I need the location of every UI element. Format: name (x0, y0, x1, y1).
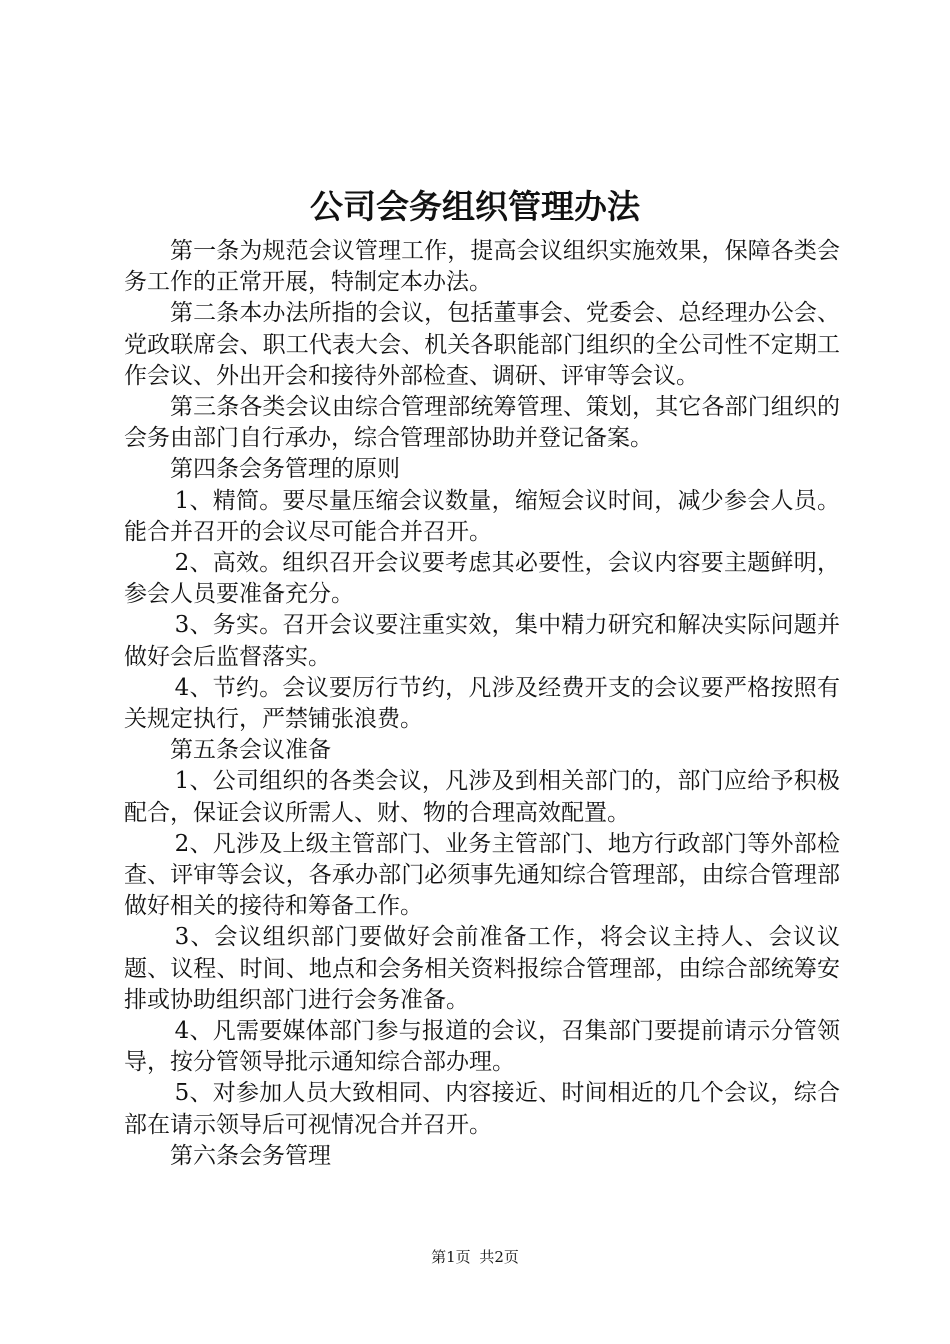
paragraph-article-2: 第二条本办法所指的会议，包括董事会、党委会、总经理办公会、党政联席会、职工代表大会、机关各职能部门组织的全公司性不定期工作会议、外出开会和接待外部检查、调研、评审等会议。 (124, 300, 840, 389)
list-item: 4、节约。会议要厉行节约，凡涉及经费开支的会议要严格按照有关规定执行，严禁铺张浪费。 (124, 674, 840, 733)
heading-article-5: 第五条会议准备 (170, 737, 331, 764)
list-item: 3、务实。召开会议要注重实效，集中精力研究和解决实际问题并做好会后监督落实。 (124, 612, 840, 670)
paragraph-article-1: 第一条为规范会议管理工作，提高会议组织实施效果，保障各类会务工作的正常开展，特制定本办法。 (124, 238, 840, 296)
list-item: 2、凡涉及上级主管部门、业务主管部门、地方行政部门等外部检查、评审等会议，各承办部门必须事先通知综合管理部，由综合管理部做好相关的接待和筹备工作。 (124, 830, 840, 920)
list-item: 1、公司组织的各类会议，凡涉及到相关部门的，部门应给予积极配合，保证会议所需人、财、物的合理高效配置。 (124, 768, 840, 826)
list-item: 2、高效。组织召开会议要考虑其必要性，会议内容要主题鲜明，参会人员要准备充分。 (124, 550, 840, 608)
document-body (124, 236, 840, 1172)
page-total: 共2页 (479, 1248, 519, 1266)
document-title: 公司会务组织管理办法 (310, 187, 640, 226)
page-number: 第1页 (431, 1248, 471, 1266)
heading-article-6: 第六条会务管理 (170, 1142, 331, 1169)
list-item: 3、会议组织部门要做好会前准备工作，将会议主持人、会议议题、议程、时间、地点和会务相关资料报综合管理部，由综合部统筹安排或协助组织部门进行会务准备。 (124, 924, 840, 1013)
page-footer (0, 1247, 950, 1267)
heading-article-4: 第四条会务管理的原则 (170, 456, 400, 483)
list-item: 5、对参加人员大致相同、内容接近、时间相近的几个会议，综合部在请示领导后可视情况合并召开。 (124, 1080, 840, 1138)
paragraph-article-3: 第三条各类会议由综合管理部统筹管理、策划，其它各部门组织的会务由部门自行承办，综合管理部协助并登记备案。 (124, 394, 840, 452)
list-item: 4、凡需要媒体部门参与报道的会议，召集部门要提前请示分管领导，按分管领导批示通知综合部办理。 (124, 1018, 840, 1076)
list-item: 1、精简。要尽量压缩会议数量，缩短会议时间，减少参会人员。能合并召开的会议尽可能合并召开。 (124, 487, 840, 545)
